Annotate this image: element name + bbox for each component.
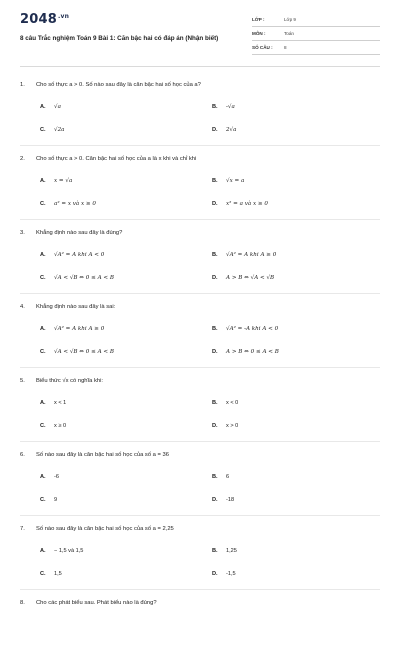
- option-text: x² = a và x ≥ 0: [226, 201, 268, 207]
- option-c[interactable]: [40, 497, 57, 503]
- option-text: √A < √B ⇔ 0 ≤ A < B: [54, 349, 114, 355]
- option-letter: C.: [40, 497, 46, 503]
- option-d[interactable]: [212, 349, 279, 355]
- option-text: √x = a: [226, 178, 245, 184]
- question-number: 3.: [20, 230, 25, 236]
- option-a[interactable]: [40, 326, 104, 332]
- meta-subject: [252, 29, 380, 41]
- question-number: 2.: [20, 156, 25, 162]
- option-text: 1,25: [226, 548, 237, 554]
- option-d[interactable]: [212, 497, 234, 503]
- meta-value: Toán: [284, 31, 294, 36]
- option-d[interactable]: [212, 423, 238, 429]
- meta-count: [252, 43, 380, 55]
- option-text: A > B ⇔ √A < √B: [226, 275, 275, 281]
- question-text: [20, 452, 169, 458]
- question-prompt: Số nào sau đây là căn bậc hai số học của số a = 36: [36, 452, 169, 458]
- option-text: x > 0: [226, 423, 239, 429]
- option-b[interactable]: [212, 178, 244, 184]
- option-d[interactable]: [212, 127, 236, 133]
- option-text: x = √a: [54, 178, 73, 184]
- page-title: 8 câu Trắc nghiệm Toán 9 Bài 1: Căn bậc hai có đáp án (Nhận biết): [20, 35, 219, 42]
- question-prompt: Biểu thức √x có nghĩa khi:: [36, 378, 103, 384]
- option-letter: A.: [40, 400, 46, 406]
- question-8: [0, 590, 400, 664]
- option-c[interactable]: [40, 349, 114, 355]
- question-5: [0, 368, 400, 442]
- option-letter: B.: [212, 252, 218, 258]
- question-7: [0, 516, 400, 590]
- option-letter: C.: [40, 201, 46, 207]
- option-d[interactable]: [212, 571, 236, 577]
- option-letter: C.: [40, 423, 46, 429]
- option-text: 2√a: [226, 127, 237, 133]
- question-prompt: Cho số thực a > 0. Căn bậc hai số học của a là x khi và chỉ khi: [36, 156, 197, 162]
- option-letter: D.: [212, 423, 218, 429]
- option-a[interactable]: [40, 400, 66, 406]
- meta-label: SỐ CÂU :: [252, 45, 273, 50]
- option-text: -6: [54, 474, 59, 480]
- meta-info: [252, 15, 380, 57]
- question-text: [20, 230, 122, 236]
- question-text: [20, 304, 115, 310]
- header-divider: [20, 66, 380, 67]
- option-letter: B.: [212, 548, 218, 554]
- question-text: [20, 600, 157, 606]
- option-c[interactable]: [40, 275, 114, 281]
- option-c[interactable]: [40, 201, 96, 207]
- question-4: [0, 294, 400, 368]
- option-a[interactable]: [40, 104, 61, 110]
- question-2: [0, 146, 400, 220]
- option-text: √A² = A khi A < 0: [54, 252, 105, 258]
- question-prompt: Khẳng định nào sau đây là đúng?: [36, 230, 123, 236]
- option-c[interactable]: [40, 571, 62, 577]
- option-text: √2a: [54, 127, 65, 133]
- question-number: 4.: [20, 304, 25, 310]
- option-letter: D.: [212, 201, 218, 207]
- header: [0, 0, 400, 64]
- option-letter: D.: [212, 275, 218, 281]
- question-number: 8.: [20, 600, 25, 606]
- option-letter: B.: [212, 104, 218, 110]
- option-c[interactable]: [40, 423, 66, 429]
- option-c[interactable]: [40, 127, 64, 133]
- option-text: -18: [226, 497, 235, 503]
- option-letter: A.: [40, 474, 46, 480]
- option-text: 1,5: [54, 571, 62, 577]
- option-letter: B.: [212, 474, 218, 480]
- option-a[interactable]: [40, 474, 59, 480]
- meta-label: MÔN :: [252, 31, 266, 36]
- question-1: [0, 72, 400, 146]
- option-text: √A² = -A khi A < 0: [226, 326, 279, 332]
- question-text: [20, 526, 174, 532]
- option-text: √A < √B ⇔ 0 ≤ A < B: [54, 275, 114, 281]
- meta-value: 8: [284, 45, 287, 50]
- option-text: x < 1: [54, 400, 67, 406]
- option-text: − 1,5 và 1,5: [54, 548, 84, 554]
- question-prompt: Số nào sau đây là căn bậc hai số học của số a = 2,25: [36, 526, 174, 532]
- logo-text: 2048: [20, 12, 57, 27]
- option-b[interactable]: [212, 400, 238, 406]
- question-prompt: Cho các phát biểu sau. Phát biểu nào là đúng?: [36, 600, 157, 606]
- question-6: [0, 442, 400, 516]
- question-number: 1.: [20, 82, 25, 88]
- option-b[interactable]: [212, 326, 278, 332]
- logo-suffix: .vn: [57, 12, 70, 20]
- option-letter: B.: [212, 178, 218, 184]
- option-text: -1,5: [226, 571, 236, 577]
- question-text: [20, 156, 196, 162]
- question-3: [0, 220, 400, 294]
- option-text: 9: [54, 497, 58, 503]
- option-text: x < 0: [226, 400, 239, 406]
- site-logo[interactable]: [20, 12, 69, 27]
- option-letter: B.: [212, 326, 218, 332]
- option-b[interactable]: [212, 104, 235, 110]
- question-prompt: Khẳng định nào sau đây là sai:: [36, 304, 116, 310]
- option-letter: C.: [40, 127, 46, 133]
- meta-label: LỚP :: [252, 17, 265, 22]
- option-a[interactable]: [40, 548, 83, 554]
- question-text: [20, 378, 103, 384]
- meta-value: Lớp 9: [284, 17, 296, 22]
- meta-grade: [252, 15, 380, 27]
- question-prompt: Cho số thực a > 0. Số nào sau đây là căn bậc hai số học của a?: [36, 82, 201, 88]
- option-letter: D.: [212, 127, 218, 133]
- option-letter: D.: [212, 571, 218, 577]
- option-text: -√a: [226, 104, 235, 110]
- option-b[interactable]: [212, 548, 237, 554]
- option-b[interactable]: [212, 252, 276, 258]
- option-letter: A.: [40, 104, 46, 110]
- question-number: 5.: [20, 378, 25, 384]
- question-text: [20, 82, 201, 88]
- option-text: A > B ⇔ 0 ≤ A < B: [226, 349, 279, 355]
- option-letter: C.: [40, 275, 46, 281]
- option-b[interactable]: [212, 474, 229, 480]
- question-list: [0, 72, 400, 664]
- question-number: 7.: [20, 526, 25, 532]
- option-text: x ≥ 0: [54, 423, 67, 429]
- option-a[interactable]: [40, 252, 104, 258]
- option-a[interactable]: [40, 178, 72, 184]
- option-text: √A² = A khi A ≥ 0: [226, 252, 277, 258]
- option-d[interactable]: [212, 201, 268, 207]
- option-letter: C.: [40, 349, 46, 355]
- option-letter: A.: [40, 326, 46, 332]
- option-letter: A.: [40, 548, 46, 554]
- option-text: a² = x và x ≥ 0: [54, 201, 96, 207]
- option-text: 6: [226, 474, 230, 480]
- option-letter: D.: [212, 349, 218, 355]
- option-text: √A² = A khi A ≥ 0: [54, 326, 105, 332]
- option-letter: A.: [40, 252, 46, 258]
- option-letter: B.: [212, 400, 218, 406]
- option-d[interactable]: [212, 275, 274, 281]
- option-letter: C.: [40, 571, 46, 577]
- option-letter: A.: [40, 178, 46, 184]
- question-number: 6.: [20, 452, 25, 458]
- option-text: √a: [54, 104, 61, 110]
- option-letter: D.: [212, 497, 218, 503]
